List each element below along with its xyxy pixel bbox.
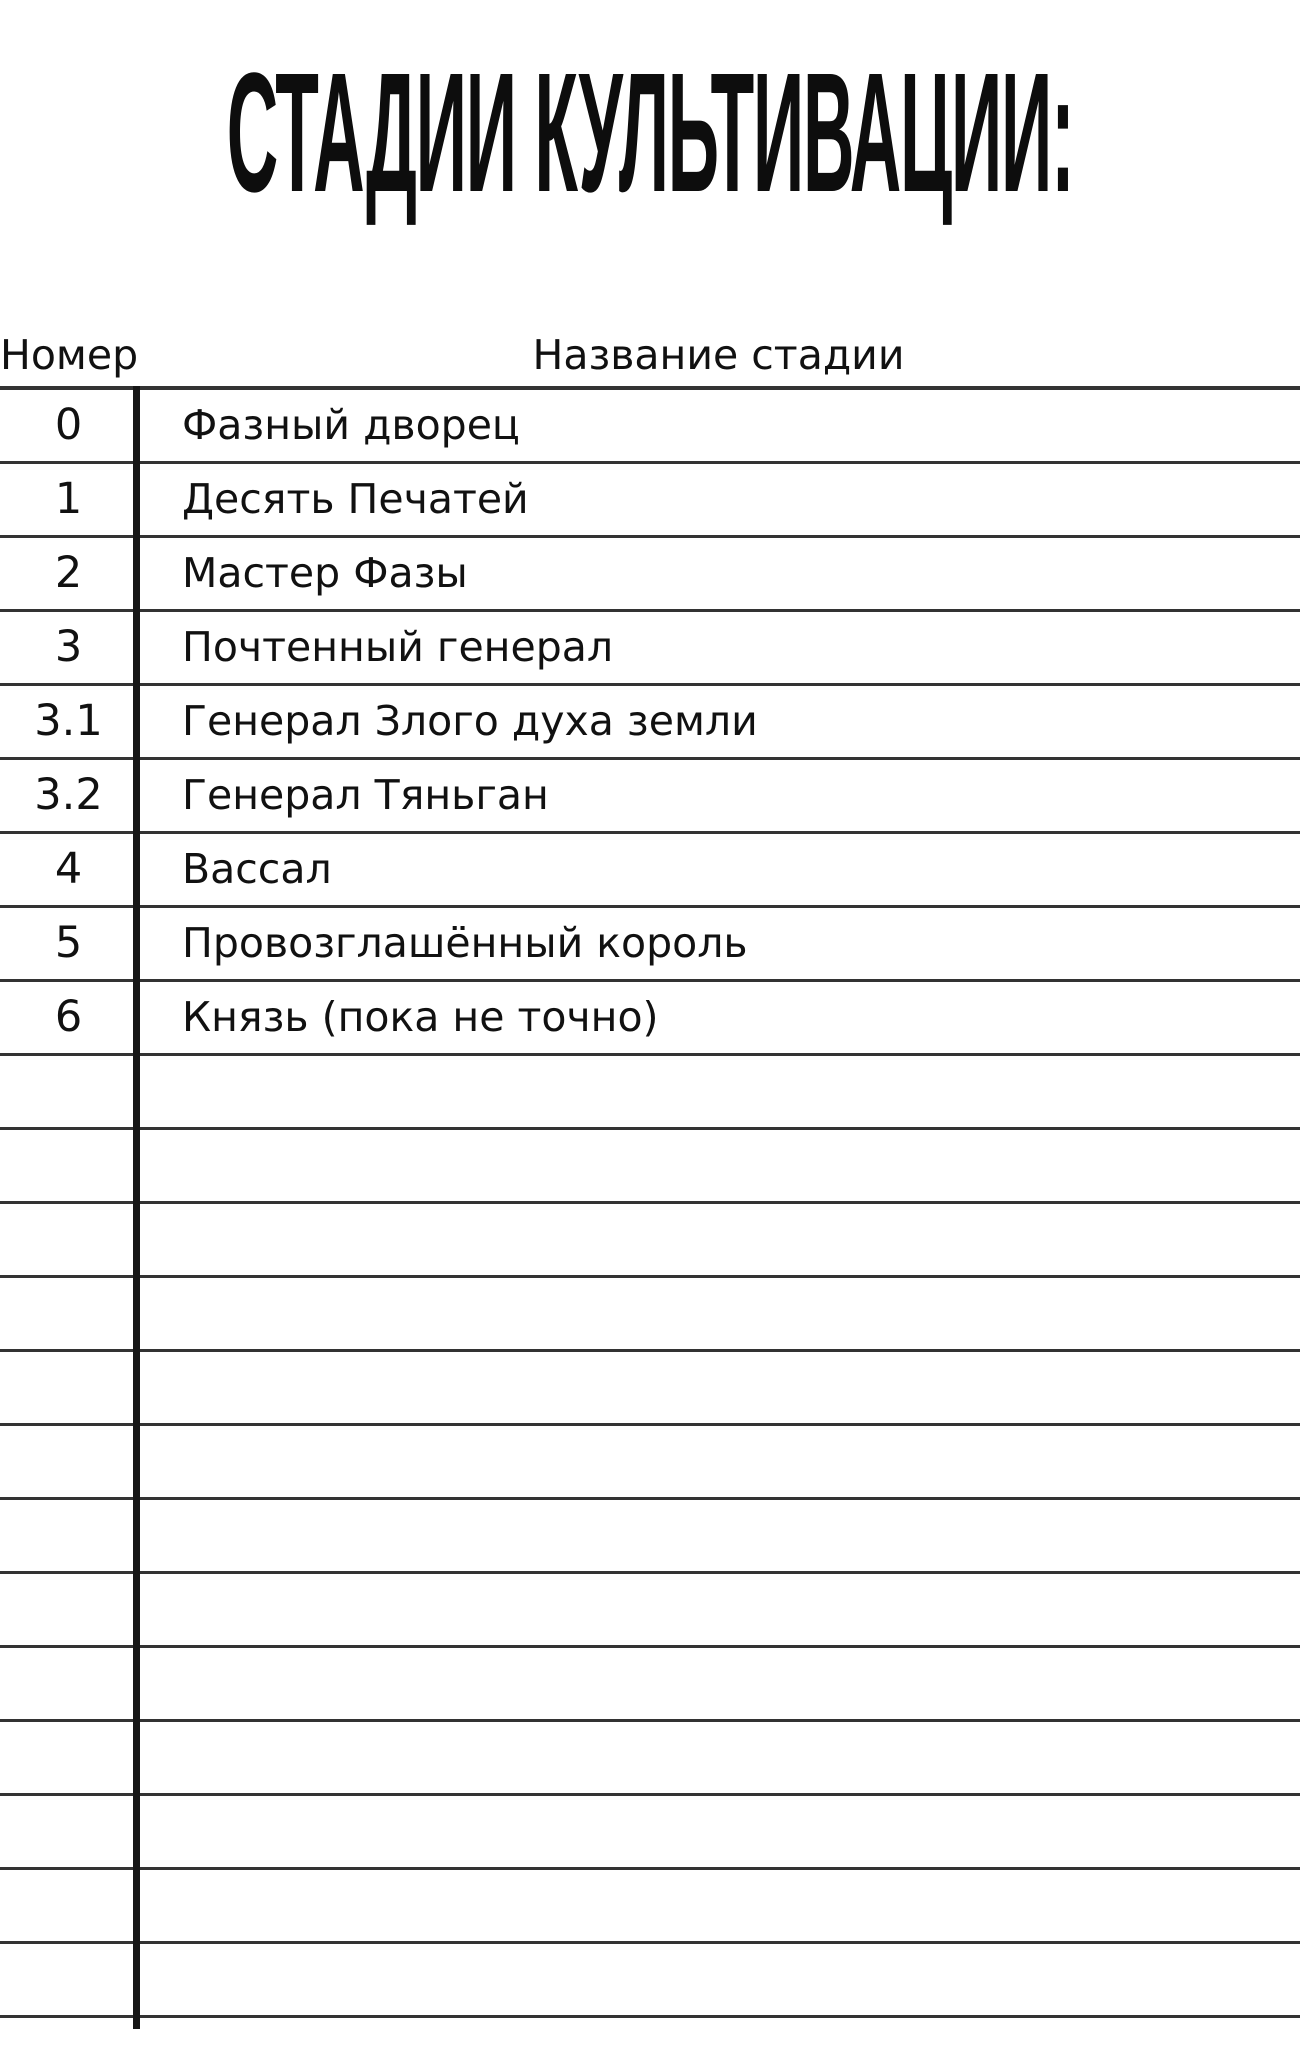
column-header-number: Номер — [0, 330, 139, 379]
stage-number-cell: 0 — [54, 400, 83, 450]
stage-number-cell: 4 — [54, 844, 83, 894]
stage-number-cell: 3.2 — [34, 770, 103, 820]
empty-table-row — [0, 1278, 1300, 1352]
table-row — [0, 390, 1300, 464]
stage-number-cell: 5 — [54, 918, 83, 968]
stage-number-cell: 3.1 — [34, 696, 103, 746]
stage-name-cell: Десять Печатей — [182, 475, 529, 523]
empty-table-row — [0, 1056, 1300, 1130]
empty-table-row — [0, 1870, 1300, 1944]
column-header-stage-name: Название стадии — [532, 330, 905, 379]
empty-table-row — [0, 1722, 1300, 1796]
stage-name-cell: Провозглашённый король — [182, 919, 748, 967]
cultivation-stages-table — [0, 386, 1300, 2018]
stage-name-cell: Князь (пока не точно) — [182, 993, 659, 1041]
stage-name-cell: Мастер Фазы — [182, 549, 468, 597]
table-row — [0, 908, 1300, 982]
stage-name-cell: Фазный дворец — [182, 401, 520, 449]
table-row — [0, 982, 1300, 1056]
empty-table-row — [0, 1796, 1300, 1870]
stage-name-cell: Вассал — [182, 845, 332, 893]
stage-name-cell: Почтенный генерал — [182, 623, 614, 671]
table-row — [0, 538, 1300, 612]
stage-name-cell: Генерал Тяньган — [182, 771, 549, 819]
empty-table-row — [0, 1352, 1300, 1426]
stage-number-cell: 6 — [54, 992, 83, 1042]
empty-table-row — [0, 1944, 1300, 2018]
empty-table-row — [0, 1130, 1300, 1204]
page-title-wrap — [0, 38, 1300, 228]
table-row — [0, 612, 1300, 686]
table-row — [0, 760, 1300, 834]
stage-number-cell: 2 — [54, 548, 83, 598]
stage-name-cell: Генерал Злого духа земли — [182, 697, 758, 745]
table-header-row — [0, 328, 1300, 386]
stage-number-cell: 3 — [54, 622, 83, 672]
page-title: СТАДИИ КУЛЬТИВАЦИИ: — [226, 38, 1074, 228]
table-row — [0, 834, 1300, 908]
empty-table-row — [0, 1204, 1300, 1278]
column-divider-line — [133, 386, 140, 2029]
empty-table-row — [0, 1426, 1300, 1500]
empty-table-row — [0, 1648, 1300, 1722]
empty-table-row — [0, 1574, 1300, 1648]
empty-table-row — [0, 1500, 1300, 1574]
table-row — [0, 686, 1300, 760]
stage-number-cell: 1 — [54, 474, 83, 524]
table-row — [0, 464, 1300, 538]
